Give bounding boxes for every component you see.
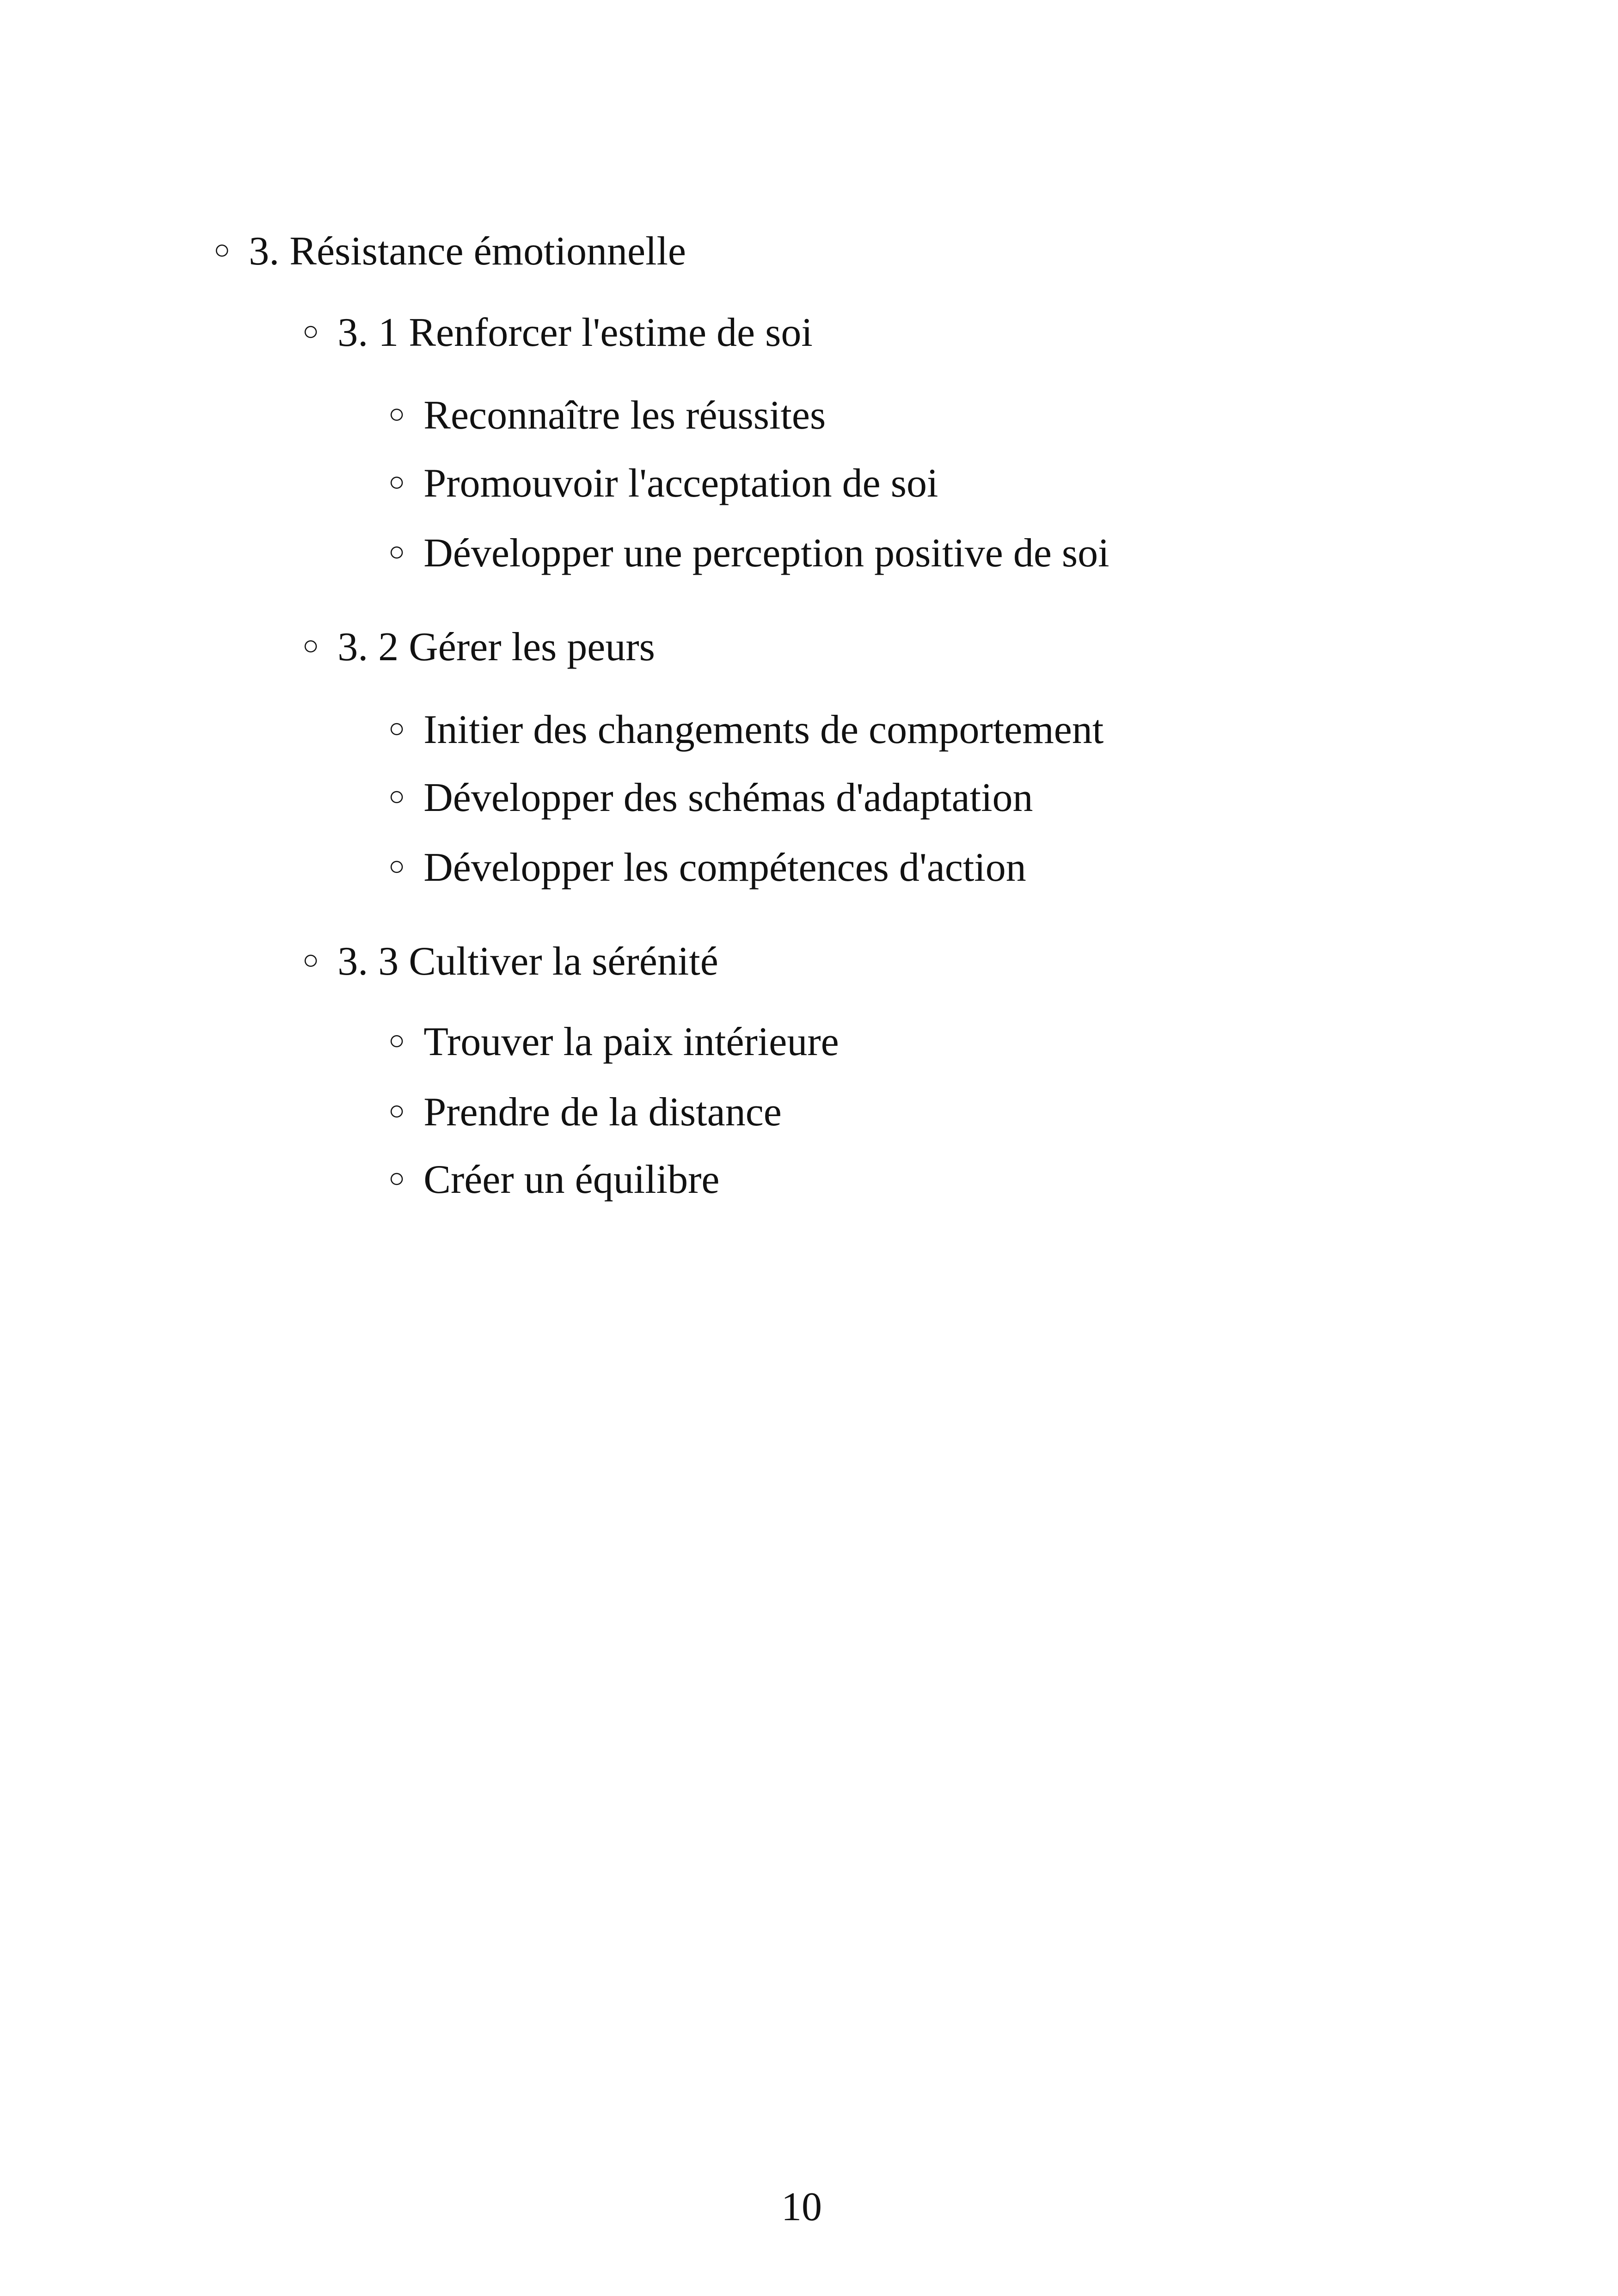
outline-item-text: Créer un équilibre: [423, 1157, 720, 1202]
outline-item: [388, 533, 1109, 574]
outline-item-text: Trouver la paix intérieure: [423, 1019, 839, 1064]
page-number: 10: [781, 2185, 822, 2229]
hollow-circle-bullet-icon: ○: [388, 851, 405, 881]
outline-subsection-title: [302, 627, 655, 668]
outline-item-text: Développer des schémas d'adaptation: [423, 775, 1033, 820]
hollow-circle-bullet-icon: ○: [388, 713, 405, 743]
outline-item: [388, 1019, 839, 1064]
hollow-circle-bullet-icon: ○: [302, 630, 319, 661]
outline-item-text: Développer une perception positive de soi: [423, 531, 1109, 576]
hollow-circle-bullet-icon: ○: [302, 945, 319, 975]
subsection-title-text: 3. 1 Renforcer l'estime de soi: [337, 310, 813, 355]
hollow-circle-bullet-icon: ○: [388, 1025, 405, 1056]
outline-section-title: [214, 231, 686, 272]
outline-item: [388, 775, 1033, 820]
outline-item: [388, 1157, 720, 1202]
outline-item: [388, 1092, 782, 1133]
hollow-circle-bullet-icon: ○: [388, 1163, 405, 1193]
hollow-circle-bullet-icon: ○: [388, 399, 405, 429]
hollow-circle-bullet-icon: ○: [214, 234, 231, 265]
outline-item-text: Promouvoir l'acceptation de soi: [423, 461, 938, 506]
outline-item: [388, 707, 1104, 752]
hollow-circle-bullet-icon: ○: [388, 1095, 405, 1126]
outline-subsection-title: [302, 310, 813, 355]
subsection-title-text: 3. 3 Cultiver la sérénité: [337, 939, 718, 984]
hollow-circle-bullet-icon: ○: [302, 316, 319, 346]
outline-item: [388, 395, 826, 436]
outline-item: [388, 847, 1026, 888]
hollow-circle-bullet-icon: ○: [388, 467, 405, 497]
outline-item-text: Développer les compétences d'action: [423, 845, 1026, 890]
outline-item-text: Initier des changements de comportement: [423, 707, 1104, 752]
hollow-circle-bullet-icon: ○: [388, 781, 405, 811]
outline-item-text: Prendre de la distance: [423, 1090, 782, 1135]
subsection-title-text: 3. 2 Gérer les peurs: [337, 625, 655, 669]
section-title-text: 3. Résistance émotionnelle: [249, 229, 686, 274]
outline-subsection-title: [302, 941, 718, 982]
hollow-circle-bullet-icon: ○: [388, 536, 405, 567]
outline-item: [388, 463, 938, 504]
outline-item-text: Reconnaître les réussites: [423, 393, 826, 438]
